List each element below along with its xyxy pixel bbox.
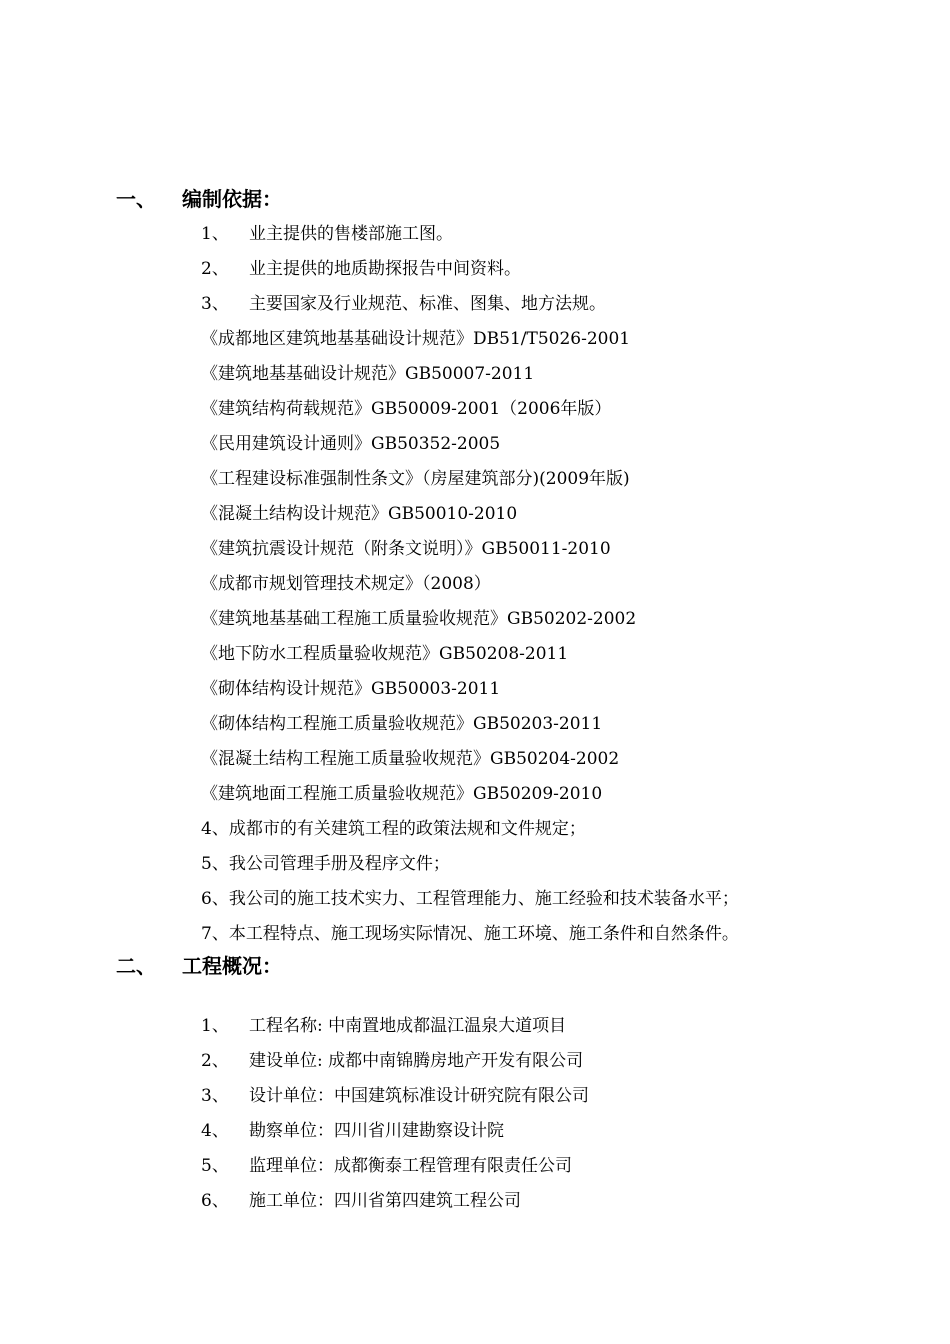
standard-item: 《民用建筑设计通则》GB50352-2005 <box>201 434 501 454</box>
standard-item: 《成都市规划管理技术规定》（2008） <box>201 574 491 594</box>
section-title: 工程概况： <box>182 954 282 978</box>
standard-item: 《砌体结构设计规范》GB50003-2011 <box>201 679 501 699</box>
list-item <box>201 1118 504 1144</box>
section-title: 编制依据： <box>182 187 282 211</box>
item-number: 5、 <box>201 1156 229 1176</box>
section-number: 二、 <box>116 954 156 978</box>
standard-item: 《建筑地基基础工程施工质量验收规范》GB50202-2002 <box>201 609 637 629</box>
extra-item: 7、本工程特点、施工现场实际情况、施工环境、施工条件和自然条件。 <box>201 924 739 944</box>
item-text: 监理单位：成都衡泰工程管理有限责任公司 <box>249 1156 572 1176</box>
item-text: 建设单位: 成都中南锦腾房地产开发有限公司 <box>249 1051 584 1071</box>
list-item <box>201 1153 572 1179</box>
section-number: 一、 <box>116 187 156 211</box>
item-number: 1、 <box>201 1016 229 1036</box>
extra-item: 5、我公司管理手册及程序文件； <box>201 854 450 874</box>
extra-item: 4、成都市的有关建筑工程的政策法规和文件规定； <box>201 819 586 839</box>
item-text: 主要国家及行业规范、标准、图集、地方法规。 <box>249 294 606 314</box>
standard-item: 《混凝土结构设计规范》GB50010-2010 <box>201 504 518 524</box>
section-heading-basis <box>116 185 282 213</box>
list-item <box>201 1048 583 1074</box>
list-item <box>201 1013 566 1039</box>
list-item <box>201 221 453 247</box>
list-item <box>201 1188 521 1214</box>
item-number: 6、 <box>201 1191 229 1211</box>
item-text: 勘察单位：四川省川建勘察设计院 <box>249 1121 504 1141</box>
list-item <box>201 291 606 317</box>
extra-item: 6、我公司的施工技术实力、工程管理能力、施工经验和技术装备水平； <box>201 889 739 909</box>
standard-item: 《建筑地面工程施工质量验收规范》GB50209-2010 <box>201 784 603 804</box>
standard-item: 《建筑结构荷载规范》GB50009-2001（2006年版） <box>201 399 612 419</box>
item-number: 2、 <box>201 259 229 279</box>
item-number: 4、 <box>201 1121 229 1141</box>
standard-item: 《混凝土结构工程施工质量验收规范》GB50204-2002 <box>201 749 620 769</box>
list-item <box>201 1083 589 1109</box>
item-text: 业主提供的售楼部施工图。 <box>249 224 453 244</box>
item-number: 2、 <box>201 1051 229 1071</box>
standard-item: 《地下防水工程质量验收规范》GB50208-2011 <box>201 644 569 664</box>
standard-item: 《建筑抗震设计规范（附条文说明）》GB50011-2010 <box>201 539 611 559</box>
item-number: 3、 <box>201 294 229 314</box>
standard-item: 《成都地区建筑地基基础设计规范》DB51/T5026-2001 <box>201 329 631 349</box>
item-number: 1、 <box>201 224 229 244</box>
item-text: 设计单位：中国建筑标准设计研究院有限公司 <box>249 1086 589 1106</box>
section-heading-overview <box>116 952 282 980</box>
item-text: 施工单位：四川省第四建筑工程公司 <box>249 1191 521 1211</box>
list-item <box>201 256 521 282</box>
item-number: 3、 <box>201 1086 229 1106</box>
standard-item: 《建筑地基基础设计规范》GB50007-2011 <box>201 364 535 384</box>
standard-item: 《砌体结构工程施工质量验收规范》GB50203-2011 <box>201 714 603 734</box>
item-text: 工程名称: 中南置地成都温江温泉大道项目 <box>249 1016 567 1036</box>
item-text: 业主提供的地质勘探报告中间资料。 <box>249 259 521 279</box>
standard-item: 《工程建设标准强制性条文》（房屋建筑部分)(2009年版) <box>201 469 630 489</box>
